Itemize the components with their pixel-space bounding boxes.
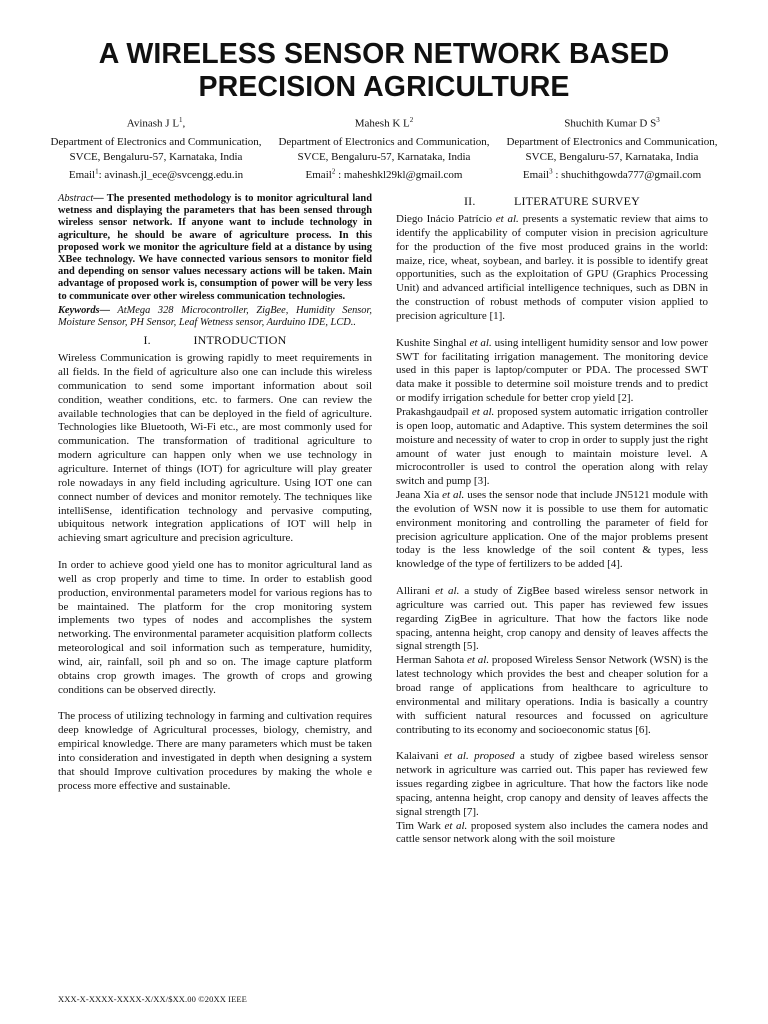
paper-title: A WIRELESS SENSOR NETWORK BASED PRECISION AGRICULTURE	[98, 38, 670, 103]
survey-paragraph: Kushite Singhal et al. using intelligent humidity sensor and low power SWT for facilitating irrigation management. The monitoring device used in this paper is laptop/computer or PDA. The processed SWT data make it possible to determine soil moisture trends and to predict or modify irrigation schedule for better crop yield [2].	[396, 336, 708, 405]
intro-paragraph: Wireless Communication is growing rapidly to meet requirements in all fields. In the field of agriculture also one can include this wireless communication to send some important information about soil condition, weather conditions, etc. to farmers. One can review the available technologies that can be deployed in the field of agriculture. Technologies like Bluetooth, Wi-Fi etc., are most commonly used for communication. The transformation of traditional agriculture to modern agriculture can happen only when we use technology in agriculture. Internet of things (IOT) for agriculture will play greater role nowadays in any field including agriculture. Using IOT one can connect number of devices and monitor remotely. The techniques like intelliSense, identification technology and pervasive computing, ubiquitous network integration applications of IOT will help in achieving smart agriculture and precision agriculture.	[58, 352, 372, 545]
survey-paragraph: Diego Inácio Patrício et al. presents a systematic review that aims to identify the applicability of computer vision in precision agriculture for the production of the five most produced grains in the world: maize, rice, wheat, soybean, and barley. it is possible to identify great opportunities, such as the exploitation of GPU (Graphics Processing Unit) and advanced artificial intelligence techniques, such as DBN in the construction of robust methods of computer vision applied to precision agriculture [1].	[396, 213, 708, 322]
author-block-1	[41, 113, 271, 183]
survey-paragraph: Kalaivani et al. proposed a study of zigbee based wireless sensor network in agriculture was carried out. This paper has reviewed few issues regarding zigbee in agriculture. That how the factors like node spacing, antenna height, crop canopy and density of leaves affects the signal strength [7].	[396, 750, 708, 818]
author-email: Email$^1$: avinash.jl_ece@svcengg.edu.in	[68, 167, 244, 182]
copyright-footer: XXX-X-XXXX-XXXX-X/XX/$XX.00 ©20XX IEEE	[58, 994, 247, 1004]
section-heading-literature-survey: II. LITERATURE SURVEY	[463, 194, 641, 208]
right-column	[396, 193, 708, 847]
survey-paragraph: Herman Sahota et al. proposed Wireless Sensor Network (WSN) is the latest technology which provides the best and cheaper solution for a broad range of applications from healthcare to agriculture to environmental and military operations. India is basically a country with sufficient natural resources and focussed on agriculture contributing to its economy and socioeconomic status [6].	[396, 654, 708, 736]
section-heading-introduction: I. INTRODUCTION	[143, 333, 287, 348]
survey-paragraph: Allirani et al. a study of ZigBee based wireless sensor network in agriculture was carried out. This paper has reviewed few issues regarding ZigBee in agriculture. That how the factors like node spacing, antenna height, crop canopy and density of leaves affects the signal strength [5].	[396, 585, 708, 653]
left-column	[58, 193, 372, 794]
author-name: Mahesh K $L^2$	[354, 116, 414, 130]
survey-paragraph: Jeana Xia et al. uses the sensor node that include JN5121 module with the evolution of WSN now it is possible to use them for automatic environment monitoring and controlling the parameter of field for precision agriculture application. One of the major problems present today is the less knowledge of the soil content & types, less knowledge of the type of fertilizers to be added [4].	[396, 489, 708, 571]
keywords: Keywords— AtMega 328 Microcontroller, ZigBee, Humidity Sensor, Moisture Sensor, PH Sensor, Leaf Wetness sensor, Aurduino IDE, LCD..	[58, 304, 372, 329]
author-email: Email$^2$ : maheshkl29kl@gmail.com	[305, 167, 463, 182]
intro-paragraph: In order to achieve good yield one has to monitor agricultural land as well as crop properly and time to time. In order to establish good production, environmental parameters model for various regions has to be maintained. The platform for the crop monitoring system implements two types of nodes and accomplishes the system networking. The environmental parameter acquisition platform collects meteorological and soil information such as temperature, humidity, wind, air, rainfall, soil ph and so on. The image capture platform obtains crop growth images. The growth of crops and growing conditions can be observed directly.	[58, 559, 372, 696]
author-email: Email$^3$ : shuchithgowda777@gmail.com	[522, 167, 702, 182]
intro-paragraph: The process of utilizing technology in farming and cultivation requires deep knowledge of Agricultural processes, biology, chemistry, and empirical knowledge. There are many parameters which must be taken into consideration and investigated in depth when designing a system that should Improve cultivation procedures by making the whole e process more effective and sustainable.	[58, 710, 372, 792]
author-block-3	[497, 113, 727, 183]
author-name: Avinash J $L^1$,	[126, 116, 186, 130]
survey-paragraph: Prakashgaudpail et al. proposed system automatic irrigation controller is open loop, automatic and Adaptive. This system determines the soil moisture and necessity of water to crop in order to supply just the right amount of water just enough to maintain moisture level. A microcontroller is used to control the operation along with relay switch and pump [3].	[396, 405, 708, 488]
author-affiliation: Department of Electronics and Communication, SVCE, Bengaluru-57, Karnataka, India	[278, 135, 490, 163]
survey-paragraph: Tim Wark et al. proposed system also includes the camera nodes and cattle sensor network along with the soil moisture	[396, 819, 708, 846]
author-affiliation: Department of Electronics and Communication, SVCE, Bengaluru-57, Karnataka, India	[506, 135, 718, 163]
author-affiliation: Department of Electronics and Communication, SVCE, Bengaluru-57, Karnataka, India	[50, 135, 262, 163]
author-name: Shuchith Kumar D $S^3$	[564, 116, 660, 130]
author-block-2	[269, 113, 499, 183]
abstract: Abstract— The presented methodology is to monitor agricultural land wetness and displaying the parameters that has been sensed through wireless sensor network. If anyone want to include technology in agriculture, he should be aware of agriculture process. In this proposed work we monitor the agriculture field at a distance by using XBee technology. We have connected various sensors to monitor field and depending on sensor values necessary actions will be taken. Main advantage of proposed work is, consumption of power will be very less to communicate over other wireless communication technologies.	[58, 193, 372, 302]
